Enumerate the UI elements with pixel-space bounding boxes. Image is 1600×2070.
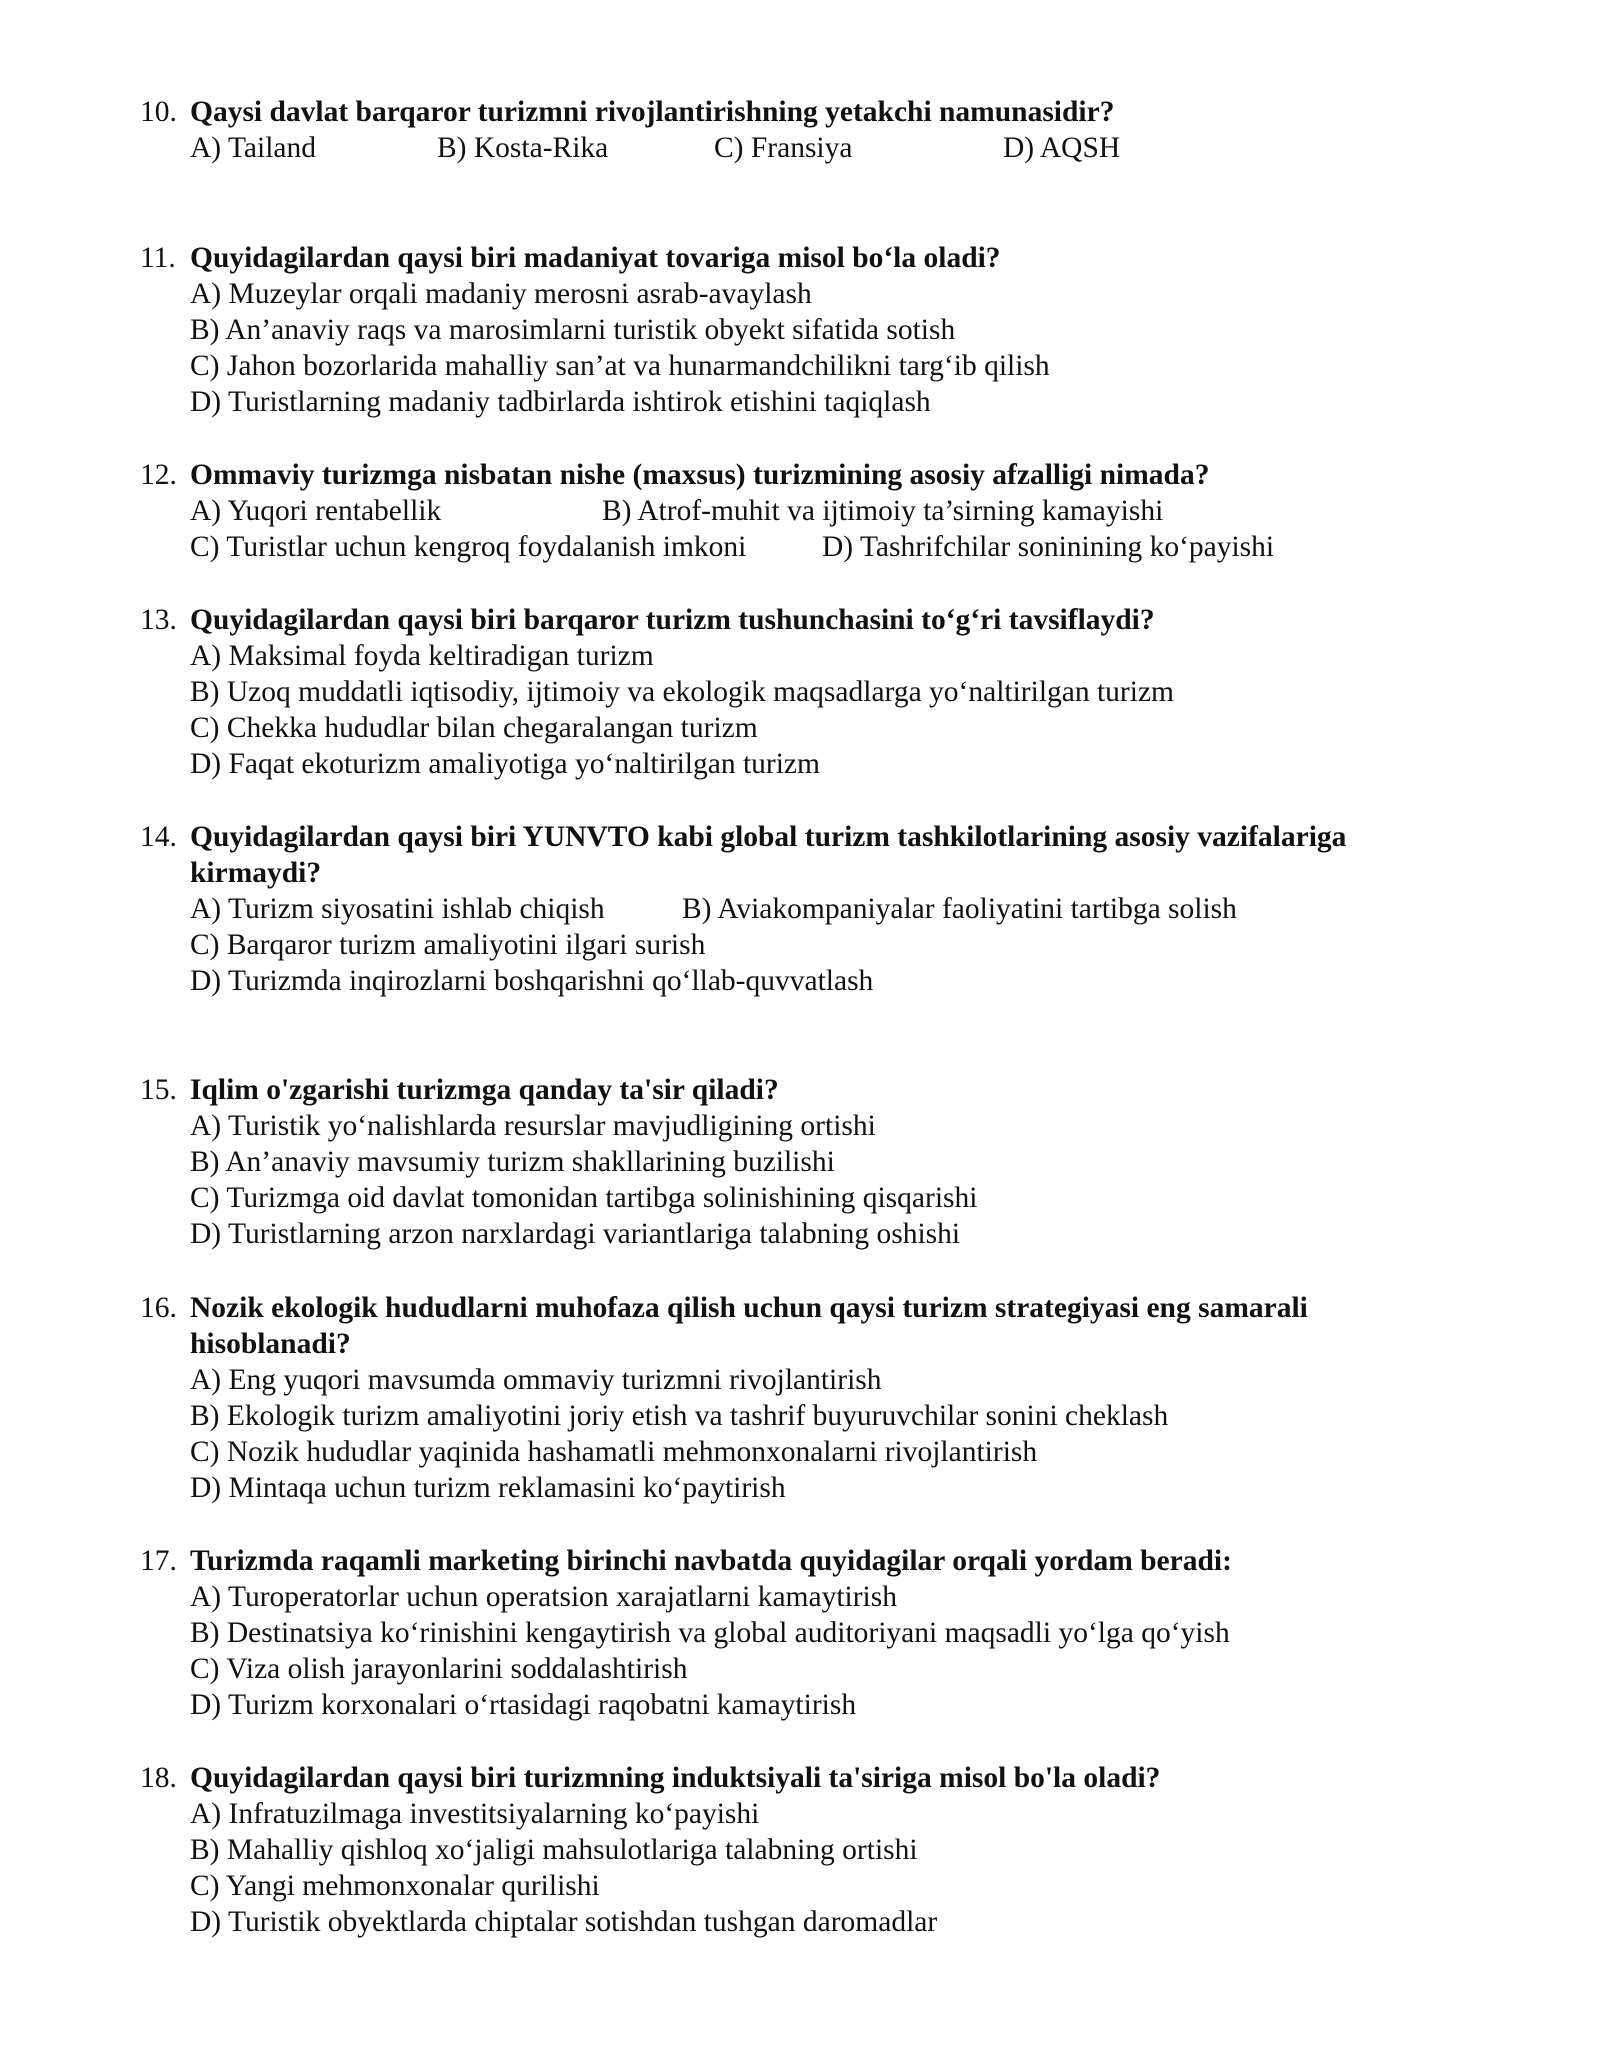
option-d: D) Mintaqa uchun turizm reklamasini ko‘paytirish xyxy=(190,1472,786,1504)
option-c: C) Fransiya xyxy=(714,132,853,164)
question-17 xyxy=(140,1543,1470,1723)
question-title xyxy=(140,819,1470,891)
option-c: C) Turistlar uchun kengroq foydalanish imkoni xyxy=(190,531,747,563)
question-title xyxy=(140,602,1470,638)
option-d: D) Turistik obyektlarda chiptalar sotishdan tushgan daromadlar xyxy=(190,1906,938,1938)
option-d: D) Turistlarning arzon narxlardagi variantlariga talabning oshishi xyxy=(190,1218,961,1250)
option-c: C) Yangi mehmonxonalar qurilishi xyxy=(190,1870,600,1902)
option-d: D) Faqat ekoturizm amaliyotiga yo‘naltirilgan turizm xyxy=(190,748,820,780)
option-a: A) Turoperatorlar uchun operatsion xarajatlarni kamaytirish xyxy=(190,1581,897,1613)
option-d: D) AQSH xyxy=(1003,132,1121,164)
question-text: Quyidagilardan qaysi biri barqaror turizm tushunchasini to‘g‘ri tavsiflaydi? xyxy=(190,604,1155,636)
question-text: Qaysi davlat barqaror turizmni rivojlantirishning yetakchi namunasidir? xyxy=(190,96,1115,128)
option-c: C) Barqaror turizm amaliyotini ilgari surish xyxy=(190,929,706,961)
option-c: C) Nozik hududlar yaqinida hashamatli mehmonxonalarni rivojlantirish xyxy=(190,1436,1038,1468)
question-text: Iqlim o'zgarishi turizmga qanday ta'sir qiladi? xyxy=(190,1074,779,1106)
option-a: A) Maksimal foyda keltiradigan turizm xyxy=(190,640,654,672)
question-title xyxy=(140,1543,1470,1579)
option-c: C) Chekka hududlar bilan chegaralangan turizm xyxy=(190,712,758,744)
question-text: Quyidagilardan qaysi biri madaniyat tovariga misol bo‘la oladi? xyxy=(190,242,1001,274)
question-number: 14. xyxy=(140,821,177,853)
option-b: B) Atrof-muhit va ijtimoiy ta’sirning kamayishi xyxy=(602,495,1164,527)
question-number: 16. xyxy=(140,1292,177,1324)
question-12 xyxy=(140,457,1470,565)
question-text-line-1: Nozik ekologik hududlarni muhofaza qilish uchun qaysi turizm strategiyasi eng samarali xyxy=(190,1292,1308,1324)
question-text: Quyidagilardan qaysi biri turizmning induktsiyali ta'siriga misol bo'la oladi? xyxy=(190,1762,1161,1794)
option-d: D) Tashrifchilar soninining ko‘payishi xyxy=(822,531,1275,563)
question-title xyxy=(140,240,1470,276)
option-c: C) Jahon bozorlarida mahalliy san’at va hunarmandchilikni targ‘ib qilish xyxy=(190,350,1050,382)
option-b: B) Mahalliy qishloq xo‘jaligi mahsulotlariga talabning ortishi xyxy=(190,1834,918,1866)
question-text-line-2: kirmaydi? xyxy=(190,857,322,889)
option-d: D) Turizm korxonalari o‘rtasidagi raqobatni kamaytirish xyxy=(190,1689,857,1721)
option-d: D) Turizmda inqirozlarni boshqarishni qo‘llab-quvvatlash xyxy=(190,965,874,997)
question-number: 13. xyxy=(140,604,177,636)
option-a: A) Eng yuqori mavsumda ommaviy turizmni rivojlantirish xyxy=(190,1364,882,1396)
option-a: A) Turizm siyosatini ishlab chiqish xyxy=(190,893,605,925)
question-number: 12. xyxy=(140,459,177,491)
options-row xyxy=(140,130,1470,166)
options-row xyxy=(140,891,1470,927)
option-b: B) Aviakompaniyalar faoliyatini tartibga solish xyxy=(682,893,1237,925)
option-c: C) Turizmga oid davlat tomonidan tartibga solinishining qisqarishi xyxy=(190,1182,978,1214)
question-13 xyxy=(140,602,1470,782)
option-b: B) Uzoq muddatli iqtisodiy, ijtimoiy va ekologik maqsadlarga yo‘naltirilgan turizm xyxy=(190,676,1174,708)
question-title xyxy=(140,94,1470,130)
question-10 xyxy=(140,94,1470,166)
option-b: B) Kosta-Rika xyxy=(437,132,609,164)
options-row xyxy=(140,529,1470,565)
question-18 xyxy=(140,1760,1470,1940)
question-title xyxy=(140,1290,1470,1362)
question-11 xyxy=(140,240,1470,420)
option-a: A) Tailand xyxy=(190,132,317,164)
question-text: Ommaviy turizmga nisbatan nishe (maxsus) turizmining asosiy afzalligi nimada? xyxy=(190,459,1210,491)
question-text-line-2: hisoblanadi? xyxy=(190,1328,351,1360)
question-title xyxy=(140,1760,1470,1796)
option-b: B) An’anaviy raqs va marosimlarni turistik obyekt sifatida sotish xyxy=(190,314,956,346)
option-a: A) Infratuzilmaga investitsiyalarning ko‘payishi xyxy=(190,1798,760,1830)
question-15 xyxy=(140,1072,1470,1252)
options-row xyxy=(140,493,1470,529)
question-number: 18. xyxy=(140,1762,177,1794)
question-number: 15. xyxy=(140,1074,177,1106)
question-title xyxy=(140,457,1470,493)
question-14 xyxy=(140,819,1470,999)
question-number: 10. xyxy=(140,96,177,128)
question-number: 11. xyxy=(140,242,176,274)
option-a: A) Muzeylar orqali madaniy merosni asrab-avaylash xyxy=(190,278,812,310)
option-b: B) An’anaviy mavsumiy turizm shakllarining buzilishi xyxy=(190,1146,835,1178)
option-a: A) Yuqori rentabellik xyxy=(190,495,442,527)
option-b: B) Destinatsiya ko‘rinishini kengaytirish va global auditoriyani maqsadli yo‘lga qo‘yish xyxy=(190,1617,1230,1649)
question-text: Turizmda raqamli marketing birinchi navbatda quyidagilar orqali yordam beradi: xyxy=(190,1545,1232,1577)
option-c: C) Viza olish jarayonlarini soddalashtirish xyxy=(190,1653,688,1685)
option-b: B) Ekologik turizm amaliyotini joriy etish va tashrif buyuruvchilar sonini cheklash xyxy=(190,1400,1169,1432)
question-number: 17. xyxy=(140,1545,177,1577)
option-a: A) Turistik yo‘nalishlarda resurslar mavjudligining ortishi xyxy=(190,1110,876,1142)
question-16 xyxy=(140,1290,1470,1506)
option-d: D) Turistlarning madaniy tadbirlarda ishtirok etishini taqiqlash xyxy=(190,386,931,418)
question-title xyxy=(140,1072,1470,1108)
question-text-line-1: Quyidagilardan qaysi biri YUNVTO kabi global turizm tashkilotlarining asosiy vazifalariga xyxy=(190,821,1347,853)
